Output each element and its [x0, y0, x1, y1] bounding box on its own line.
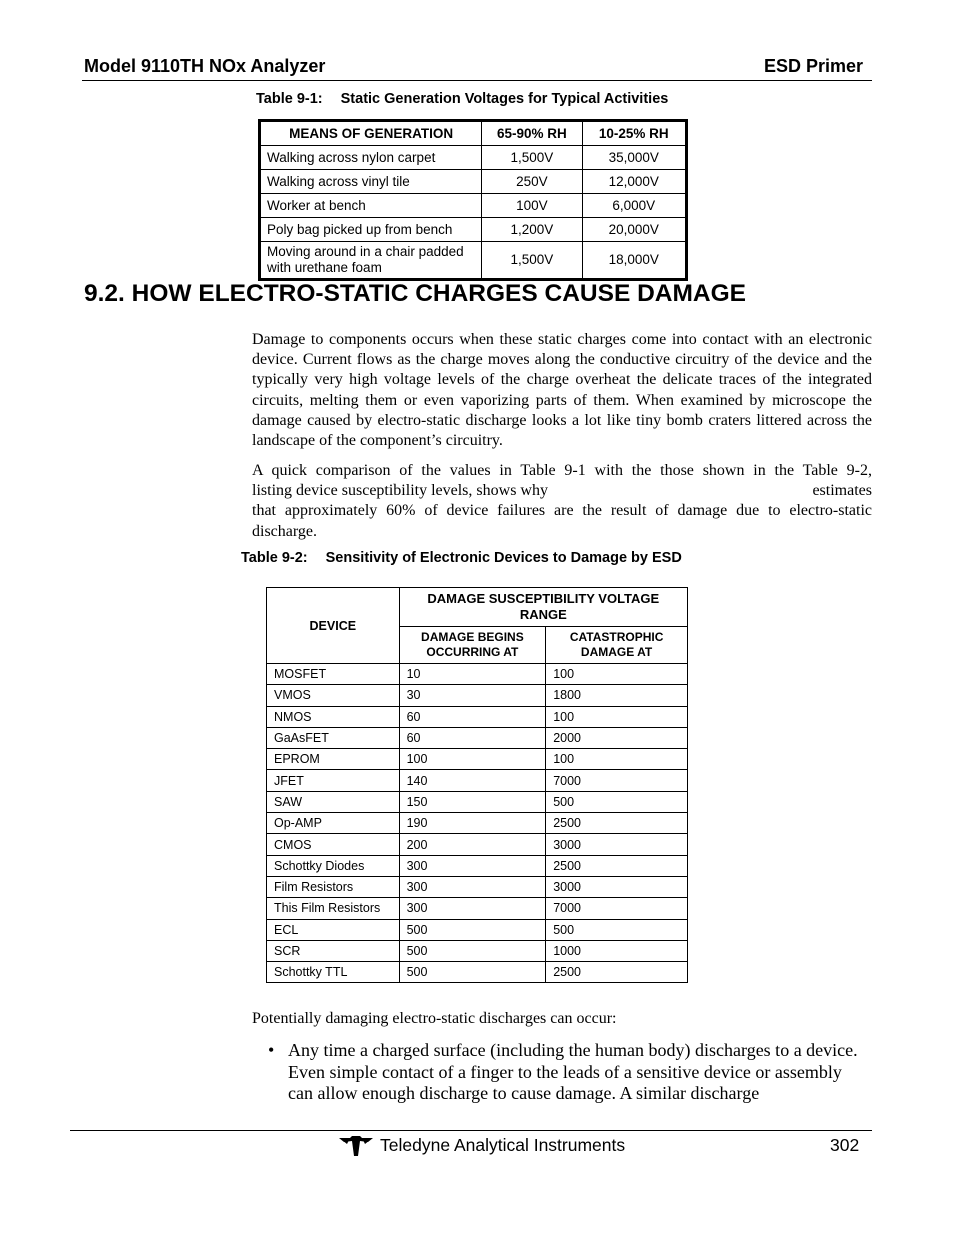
table-cell: EPROM — [267, 749, 400, 770]
table-cell: This Film Resistors — [267, 898, 400, 919]
bullet-item: Any time a charged surface (including the human body) discharges to a device. Even simple contact of a finger to the leads of a sensitive device or assembly can allow enough discharge to cause damage. A similar discharge — [288, 1040, 858, 1103]
table-cell: VMOS — [267, 685, 400, 706]
table-row — [267, 664, 688, 685]
table-cell: 250V — [482, 170, 582, 194]
table-cell: ECL — [267, 919, 400, 940]
table-row — [260, 146, 687, 170]
table1-caption-text: Static Generation Voltages for Typical Activities — [340, 91, 669, 107]
paragraph-comparison — [252, 461, 872, 542]
paragraph-fragment: listing device susceptibility levels, shows why — [252, 482, 548, 500]
table-row — [267, 962, 688, 983]
teledyne-logo-icon — [338, 1135, 374, 1157]
table-cell: 2500 — [546, 962, 688, 983]
table-cell: 200 — [399, 834, 546, 855]
header-doc-title: Model 9110TH NOx Analyzer — [84, 56, 326, 76]
table-header-cell: MEANS OF GENERATION — [260, 121, 482, 146]
static-voltage-table — [258, 119, 688, 281]
table-row — [267, 706, 688, 727]
table-cell: Walking across vinyl tile — [260, 170, 482, 194]
table-cell: 18,000V — [582, 242, 686, 280]
table-cell: 20,000V — [582, 218, 686, 242]
paragraph-line: that approximately 60% of device failures are the result of damage due to electro-static discharge. — [252, 502, 872, 540]
footer-company: Teledyne Analytical Instruments — [380, 1135, 626, 1155]
table-cell: 1,500V — [482, 146, 582, 170]
table-cell: 100 — [546, 749, 688, 770]
table-cell: 2500 — [546, 813, 688, 834]
table-cell: 1000 — [546, 940, 688, 961]
table-row — [267, 727, 688, 748]
table-cell: 35,000V — [582, 146, 686, 170]
table-cell: 1,500V — [482, 242, 582, 280]
table-row — [260, 242, 687, 280]
table-cell: 2000 — [546, 727, 688, 748]
footer-divider — [70, 1130, 872, 1131]
table-cell: 100 — [546, 664, 688, 685]
table-row — [267, 876, 688, 897]
table-header-cell: DAMAGE SUSCEPTIBILITY VOLTAGE RANGE — [399, 588, 687, 627]
table-cell: 7000 — [546, 770, 688, 791]
table-row — [267, 855, 688, 876]
table-cell: Poly bag picked up from bench — [260, 218, 482, 242]
paragraph-fragment: estimates — [812, 482, 872, 500]
section-heading: 9.2. HOW ELECTRO-STATIC CHARGES CAUSE DAMAGE — [84, 280, 746, 307]
table-cell: Walking across nylon carpet — [260, 146, 482, 170]
table-header-cell: DEVICE — [267, 588, 400, 664]
table-row — [267, 791, 688, 812]
table-row — [267, 770, 688, 791]
table1-caption — [256, 91, 668, 107]
table-cell: 300 — [399, 898, 546, 919]
table-cell: 10 — [399, 664, 546, 685]
table-cell: 3000 — [546, 834, 688, 855]
paragraph-damage: Damage to components occurs when these static charges come into contact with an electronic device. Current flows as the charge moves along the conductive circuitry of the device and the typically very high voltage levels of the charge overheat the delicate traces of the integrated circuits, melting them or even vaporizing parts of them. When examined by microscope the damage caused by electro-static discharge looks a lot like tiny bomb craters littered across the landscape of the component’s circuitry. — [252, 331, 872, 450]
bullet-marker: • — [268, 1040, 275, 1060]
device-sensitivity-table — [266, 587, 688, 983]
table-cell: JFET — [267, 770, 400, 791]
table2-caption-text: Sensitivity of Electronic Devices to Damage by ESD — [325, 550, 682, 566]
table-cell: 3000 — [546, 876, 688, 897]
table-cell: Film Resistors — [267, 876, 400, 897]
table-row — [267, 919, 688, 940]
paragraph-line: A quick comparison of the values in Table 9-1 with the those shown in the Table 9-2, — [252, 462, 872, 479]
discharge-intro: Potentially damaging electro-static discharges can occur: — [252, 1010, 617, 1027]
table-cell: 12,000V — [582, 170, 686, 194]
table-cell: 300 — [399, 876, 546, 897]
table-cell: 500 — [399, 940, 546, 961]
table-cell: MOSFET — [267, 664, 400, 685]
table-cell: 2500 — [546, 855, 688, 876]
table-cell: Moving around in a chair padded with urethane foam — [260, 242, 482, 280]
table-cell: 30 — [399, 685, 546, 706]
table-cell: 140 — [399, 770, 546, 791]
table-cell: GaAsFET — [267, 727, 400, 748]
table-cell: 60 — [399, 706, 546, 727]
table-cell: 100V — [482, 194, 582, 218]
table1-caption-number: Table 9-1: — [256, 91, 323, 107]
table-cell: 500 — [399, 962, 546, 983]
table-cell: Schottky TTL — [267, 962, 400, 983]
table-cell: 500 — [546, 919, 688, 940]
table-cell: Op-AMP — [267, 813, 400, 834]
table-cell: 100 — [546, 706, 688, 727]
table-row — [267, 749, 688, 770]
table-row — [260, 194, 687, 218]
table-header-cell: 10-25% RH — [582, 121, 686, 146]
table-row — [267, 898, 688, 919]
table-cell: 60 — [399, 727, 546, 748]
table-cell: CMOS — [267, 834, 400, 855]
header-divider — [82, 80, 872, 81]
table-cell: NMOS — [267, 706, 400, 727]
table-cell: 500 — [399, 919, 546, 940]
table-row — [267, 834, 688, 855]
page-number: 302 — [830, 1135, 860, 1155]
table2-caption-number: Table 9-2: — [241, 550, 308, 566]
table-cell: 300 — [399, 855, 546, 876]
table-cell: 1800 — [546, 685, 688, 706]
table-cell: 100 — [399, 749, 546, 770]
table-header-cell: DAMAGE BEGINS OCCURRING AT — [399, 627, 546, 664]
table-row — [260, 170, 687, 194]
table-header-cell: 65-90% RH — [482, 121, 582, 146]
table-cell: Worker at bench — [260, 194, 482, 218]
table-cell: 7000 — [546, 898, 688, 919]
table-header-row — [260, 121, 687, 146]
table-cell: 1,200V — [482, 218, 582, 242]
table-row — [267, 685, 688, 706]
table-cell: SCR — [267, 940, 400, 961]
paragraph-line — [252, 481, 872, 501]
table-cell: 6,000V — [582, 194, 686, 218]
table2-caption — [241, 550, 682, 566]
table-header-cell: CATASTROPHIC DAMAGE AT — [546, 627, 688, 664]
table-cell: 190 — [399, 813, 546, 834]
table-cell: Schottky Diodes — [267, 855, 400, 876]
table-cell: 500 — [546, 791, 688, 812]
table-header-row — [267, 588, 688, 627]
table-row — [267, 813, 688, 834]
table-row — [260, 218, 687, 242]
table-cell: 150 — [399, 791, 546, 812]
table-row — [267, 940, 688, 961]
table-cell: SAW — [267, 791, 400, 812]
header-section-title: ESD Primer — [763, 56, 863, 76]
